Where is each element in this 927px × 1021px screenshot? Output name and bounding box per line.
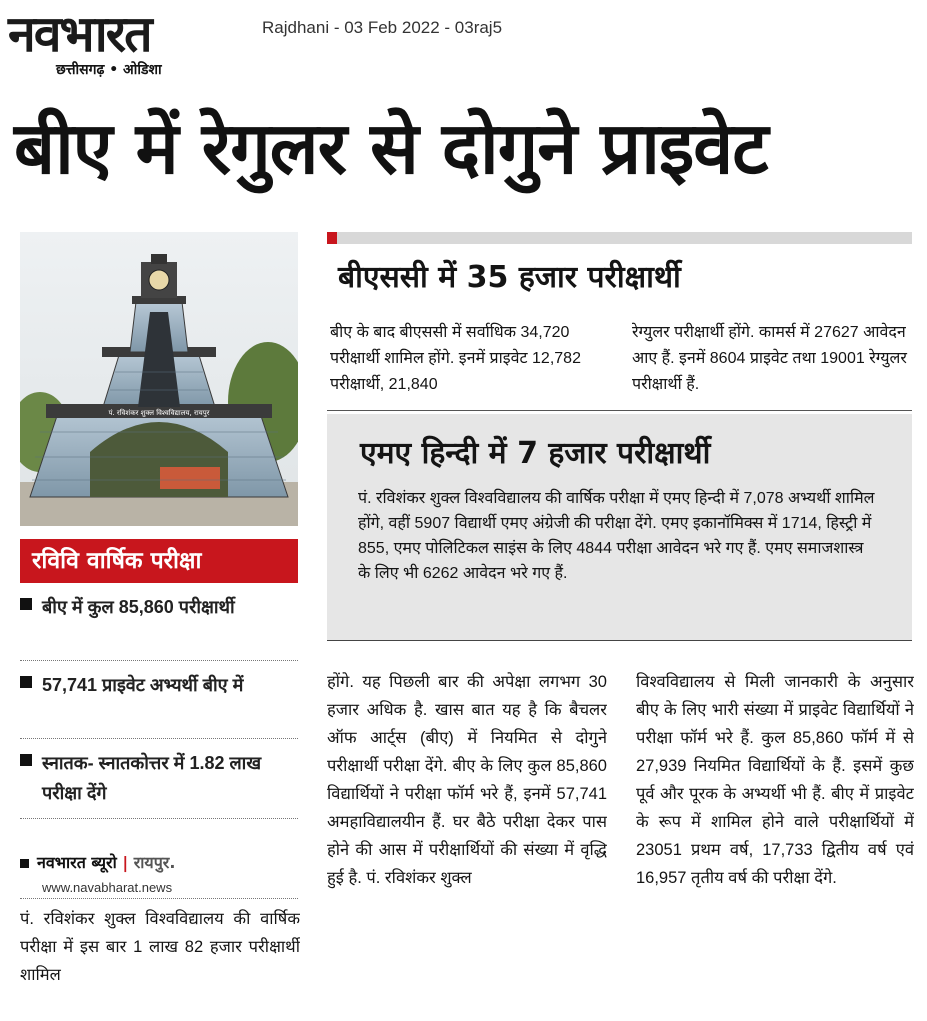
divider (20, 898, 298, 899)
byline (20, 851, 175, 873)
bullet-square-icon (20, 676, 32, 688)
brand-name: नवभारत (8, 5, 151, 63)
ma-box-title: एमए हिन्दी में 7 हजार परीक्षार्थी (360, 436, 711, 471)
divider (327, 410, 912, 411)
divider (20, 738, 298, 739)
gate-sign-text: पं. रविशंकर शुक्ल विश्वविद्यालय, रायपुर (108, 409, 210, 417)
article-column-3: विश्वविद्यालय से मिली जानकारी के अनुसार बीए के लिए भारी संख्या में प्राइवेट विद्यार्थियों ने परीक्षा फॉर्म भरे हैं. कुल 85,860 फॉर्म में से 27,939 नियमित विद्यार्थियों के हैं. इसमें कुछ पूर्व और पूरक के अभ्यर्थी भी हैं. बीए में प्राइवेट के रूप में शामिल होने वाले परीक्षार्थियों में 23051 प्रथम वर्ष, 17,733 द्वितीय वर्ष एवं 16,957 तृतीय वर्ष की परीक्षा देंगे. (636, 673, 914, 887)
article-column-2: होंगे. यह पिछली बार की अपेक्षा लगभग 30 हजार अधिक है. खास बात यह है कि बैचलर ऑफ आर्ट्स (बीए) में नियमित से दोगुने परीक्षार्थी परीक्षा देंगे. बीए के लिए कुल 85,860 विद्यार्थियों ने परीक्षा फॉर्म भरे हैं, इनमें 57,741 अमहाविद्यालयीन हैं. घर बैठे परीक्षा देकर पास होने की आस में परीक्षार्थियों की संख्या में वृद्धि हुई है. पं. रविशंकर शुक्ल (327, 673, 607, 887)
divider (20, 660, 298, 661)
dateline: Rajdhani - 03 Feb 2022 - 03raj5 (262, 18, 503, 37)
byline-city: रायपुर. (133, 853, 176, 872)
divider (327, 640, 912, 641)
bsc-box-right-column: रेग्युलर परीक्षार्थी होंगे. कामर्स में 27627 आवेदन आए हैं. इनमें 8604 प्राइवेट तथा 19001 रेग्युलर परीक्षार्थी हैं. (632, 324, 907, 393)
bsc-box-title: बीएससी में 35 हजार परीक्षार्थी (338, 260, 681, 295)
byline-url: www.navabharat.news (42, 880, 173, 895)
bullet-text: स्नातक- स्नातकोत्तर में 1.82 लाख परीक्षा देंगे (42, 753, 262, 803)
bullet-square-icon (20, 598, 32, 610)
bullet-square-icon (20, 754, 32, 766)
article-column-1: पं. रविशंकर शुक्ल विश्वविद्यालय की वार्षिक परीक्षा में इस बार 1 लाख 82 हजार परीक्षार्थी शामिल (20, 910, 300, 984)
university-gate-photo (20, 232, 298, 526)
divider (20, 818, 298, 819)
bullet-text: बीए में कुल 85,860 परीक्षार्थी (42, 597, 235, 617)
bullet-item (20, 670, 300, 700)
newspaper-logo (8, 6, 240, 80)
edition-line: छत्तीसगढ़ • ओडिशा (56, 62, 162, 78)
byline-separator: | (122, 853, 129, 872)
bsc-box-left-column: बीए के बाद बीएससी में सर्वाधिक 34,720 परीक्षार्थी शामिल होंगे. इनमें प्राइवेट 12,782 परीक्षार्थी, 21,840 (330, 324, 581, 393)
byline-bureau: नवभारत ब्यूरो (37, 853, 117, 872)
ma-box-body: पं. रविशंकर शुक्ल विश्वविद्यालय की वार्षिक परीक्षा में एमए हिन्दी में 7,078 अभ्यर्थी शामिल होंगे, वहीं 5907 विद्यार्थी एमए अंग्रेजी की परीक्षा देंगे. एमए इकानॉमिक्स में 1714, हिस्ट्री में 855, एमए पोलिटिकल साइंस के लिए 4844 परीक्षा आवेदन भरे गए हैं. एमए समाजशास्त्र के लिए भी 6262 आवेदन भरे गए हैं. (358, 490, 875, 582)
section-bar-accent (327, 232, 337, 244)
bullet-item (20, 748, 300, 808)
headline: बीए में रेगुलर से दोगुने प्राइवेट (14, 106, 768, 190)
gate-illustration (20, 232, 298, 526)
bullet-text: 57,741 प्राइवेट अभ्यर्थी बीए में (42, 675, 244, 695)
byline-square-icon (20, 859, 29, 868)
bullet-item (20, 592, 300, 622)
section-bar (327, 232, 912, 244)
sidebar-banner: रविवि वार्षिक परीक्षा (20, 539, 298, 583)
